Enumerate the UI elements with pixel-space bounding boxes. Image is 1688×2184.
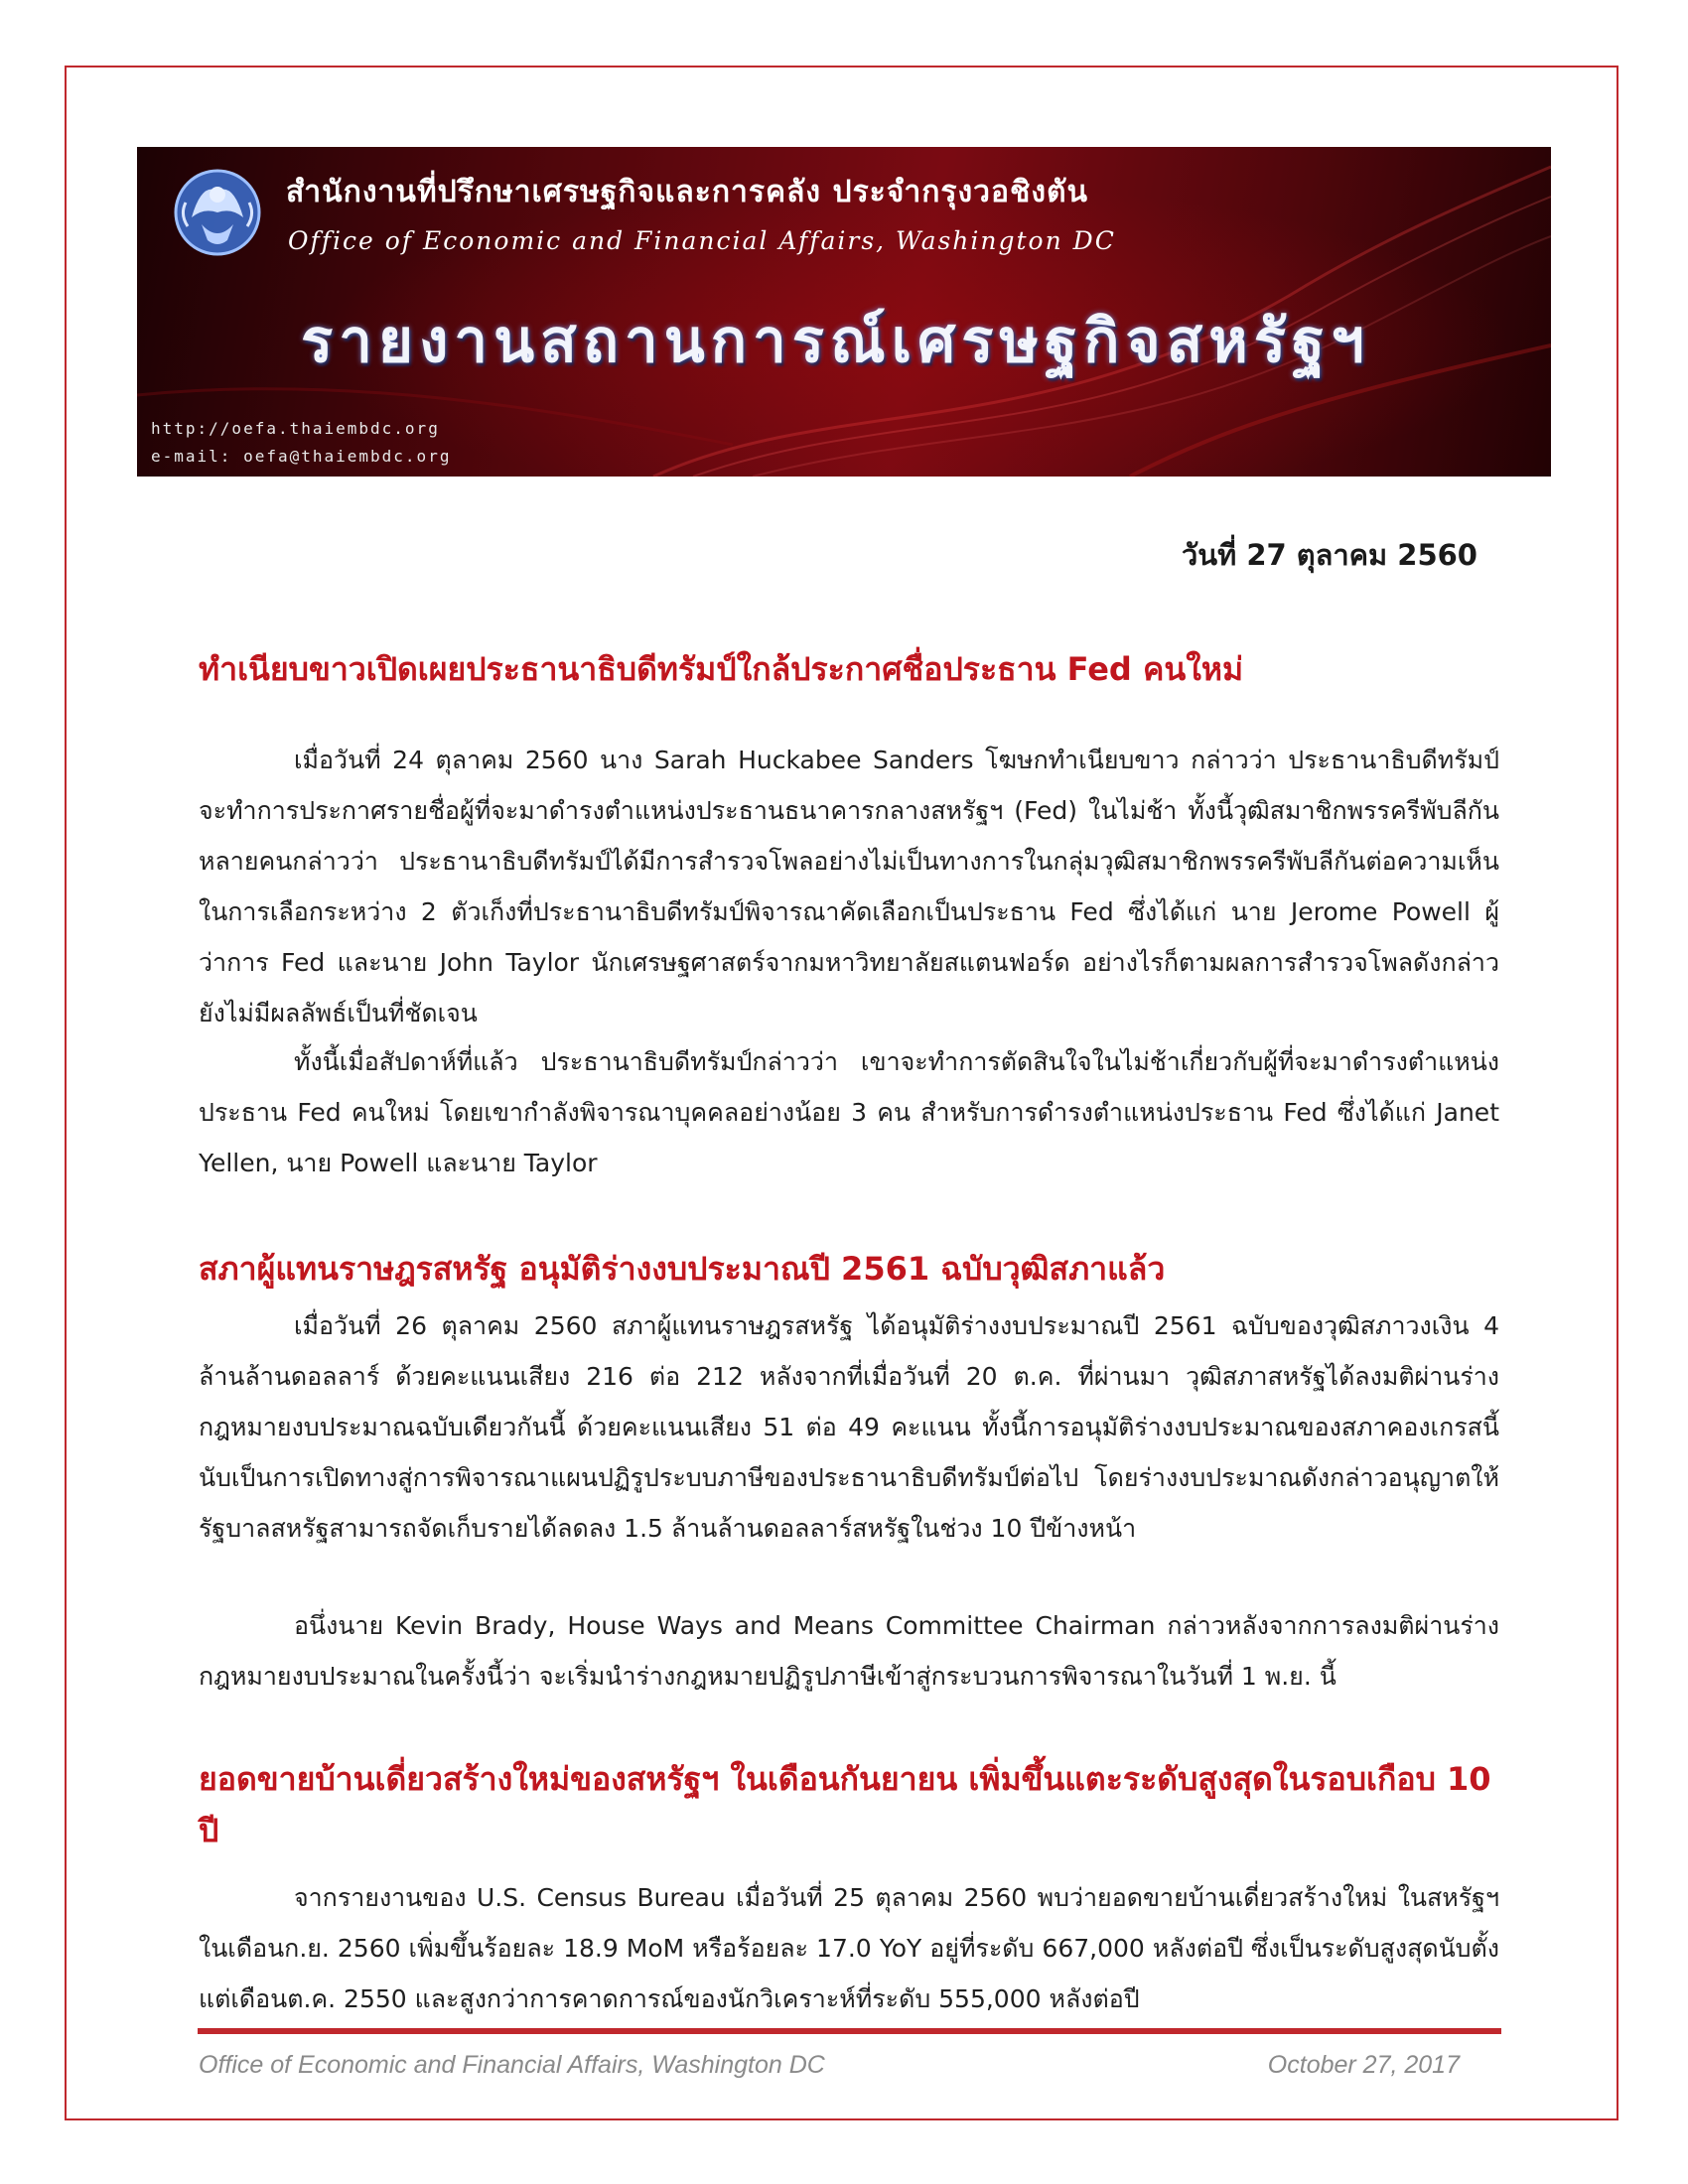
report-date: วันที่ 27 ตุลาคม 2560: [1182, 538, 1477, 572]
article-1-headline: ทำเนียบขาวเปิดเผยประธานาธิบดีทรัมป์ใกล้ประกาศชื่อประธาน Fed คนใหม่: [199, 650, 1244, 688]
article-2-headline: สภาผู้แทนราษฎรสหรัฐ อนุมัติร่างงบประมาณปี 2561 ฉบับวุฒิสภาแล้ว: [199, 1250, 1166, 1288]
article-2-paragraph-2-text: อนึ่งนาย Kevin Brady, House Ways and Means Committee Chairman กล่าวหลังจากการลงมติผ่านร่างกฎหมายงบประมาณในครั้งนี้ว่า จะเริ่มนำร่างกฎหมายปฏิรูปภาษีเข้าสู่กระบวนการพิจารณาในวันที่ 1 พ.ย. นี้: [199, 1611, 1499, 1691]
banner-org-thai: สำนักงานที่ปรึกษาเศรษฐกิจและการคลัง ประจำกรุงวอชิงตัน: [286, 175, 1089, 209]
article-2-paragraph-2: [199, 1600, 1499, 1702]
garuda-emblem-icon: [172, 163, 263, 262]
article-1-paragraph-1-text: เมื่อวันที่ 24 ตุลาคม 2560 นาง Sarah Huckabee Sanders โฆษกทำเนียบขาว กล่าวว่า ประธานาธิบดีทรัมป์ จะทำการประกาศรายชื่อผู้ที่จะมาดำรงตำแหน่งประธานธนาคารกลางสหรัฐฯ (Fed) ในไม่ช้า ทั้งนี้วุฒิสมาชิกพรรครีพับลีกันหลายคนกล่าวว่า ประธานาธิบดีทรัมป์ได้มีการสำรวจโพลอย่างไม่เป็นทางการในกลุ่มวุฒิสมาชิกพรรครีพับลีกันต่อความเห็นในการเลือกระหว่าง 2 ตัวเก็งที่ประธานาธิบดีทรัมป์พิจารณาคัดเลือกเป็นประธาน Fed ซึ่งได้แก่ นาย Jerome Powell ผู้ว่าการ Fed และนาย John Taylor นักเศรษฐศาสตร์จากมหาวิทยาลัยสแตนฟอร์ด อย่างไรก็ตามผลการสำรวจโพลดังกล่าวยังไม่มีผลลัพธ์เป็นที่ชัดเจน: [199, 746, 1499, 1027]
article-2-paragraph-1-text: เมื่อวันที่ 26 ตุลาคม 2560 สภาผู้แทนราษฎรสหรัฐ ได้อนุมัติร่างงบประมาณปี 2561 ฉบับของวุฒิสภาวงเงิน 4 ล้านล้านดอลลาร์ ด้วยคะแนนเสียง 216 ต่อ 212 หลังจากที่เมื่อวันที่ 20 ต.ค. ที่ผ่านมา วุฒิสภาสหรัฐได้ลงมติผ่านร่างกฎหมายงบประมาณฉบับเดียวกันนี้ ด้วยคะแนนเสียง 51 ต่อ 49 คะแนน ทั้งนี้การอนุมัติร่างงบประมาณของสภาคองเกรสนี้ นับเป็นการเปิดทางสู่การพิจารณาแผนปฏิรูประบบภาษีของประธานาธิบดีทรัมป์ต่อไป โดยร่างงบประมาณดังกล่าวอนุญาตให้รัฐบาลสหรัฐสามารถจัดเก็บรายได้ลดลง 1.5 ล้านล้านดอลลาร์สหรัฐในช่วง 10 ปีข้างหน้า: [199, 1311, 1499, 1543]
footer-date: October 27, 2017: [1267, 2051, 1460, 2079]
article-3-headline: ยอดขายบ้านเดี่ยวสร้างใหม่ของสหรัฐฯ ในเดือนกันยายน เพิ่มขึ้นแตะระดับสูงสุดในรอบเกือบ 10 ปี: [199, 1760, 1491, 1849]
header-banner: [137, 147, 1551, 477]
footer-divider: [198, 2028, 1501, 2034]
article-3-paragraph-1: [199, 1872, 1499, 2024]
article-2-paragraph-1: [199, 1300, 1499, 1554]
banner-email-link[interactable]: e-mail: oefa@thaiembdc.org: [151, 447, 452, 466]
banner-org-english: Office of Economic and Financial Affairs, Washington DC: [288, 226, 1116, 255]
article-1-paragraph-1: [199, 735, 1499, 1038]
article-1-paragraph-2-text: ทั้งนี้เมื่อสัปดาห์ที่แล้ว ประธานาธิบดีทรัมป์กล่าวว่า เขาจะทำการตัดสินใจในไม่ช้าเกี่ยวกับผู้ที่จะมาดำรงตำแหน่งประธาน Fed คนใหม่ โดยเขากำลังพิจารณาบุคคลอย่างน้อย 3 คน สำหรับการดำรงตำแหน่งประธาน Fed ซึ่งได้แก่ Janet Yellen, นาย Powell และนาย Taylor: [199, 1047, 1499, 1177]
banner-url-link[interactable]: http://oefa.thaiembdc.org: [151, 419, 440, 438]
banner-title: รายงานสถานการณ์เศรษฐกิจสหรัฐฯ: [301, 307, 1370, 376]
footer-organization: Office of Economic and Financial Affairs, Washington DC: [199, 2051, 825, 2079]
article-1-paragraph-2: [199, 1036, 1499, 1188]
article-3-paragraph-1-text: จากรายงานของ U.S. Census Bureau เมื่อวันที่ 25 ตุลาคม 2560 พบว่ายอดขายบ้านเดี่ยวสร้างใหม่ ในสหรัฐฯ ในเดือนก.ย. 2560 เพิ่มขึ้นร้อยละ 18.9 MoM หรือร้อยละ 17.0 YoY อยู่ที่ระดับ 667,000 หลังต่อปี ซึ่งเป็นระดับสูงสุดนับตั้งแต่เดือนต.ค. 2550 และสูงกว่าการคาดการณ์ของนักวิเคราะห์ที่ระดับ 555,000 หลังต่อปี: [199, 1883, 1499, 2013]
